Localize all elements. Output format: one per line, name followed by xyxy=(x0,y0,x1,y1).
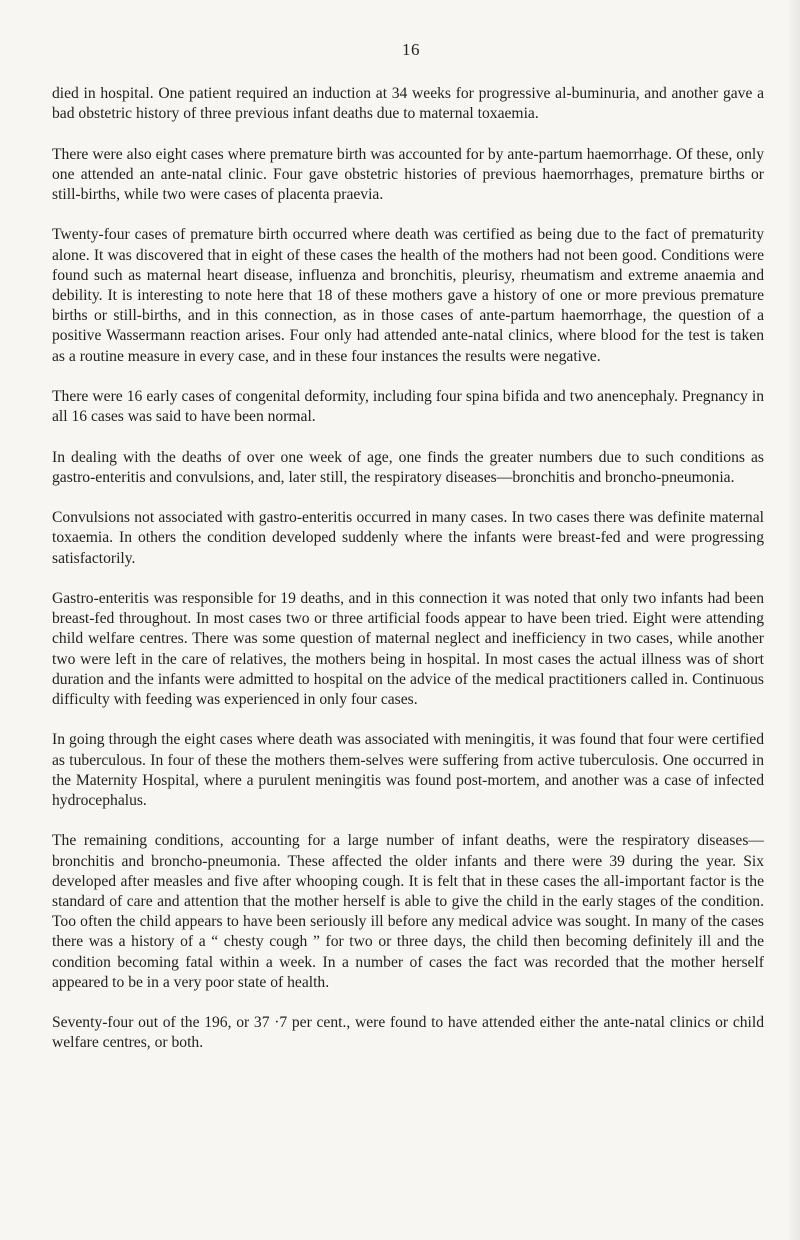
document-page xyxy=(52,0,770,1240)
paragraph: Twenty-four cases of premature birth occurred where death was certified as being due to the fact of prematurity alone. It was discovered that in eight of these cases the health of the mothers had not been good. Conditions were found such as maternal heart disease, influenza and bronchitis, pleurisy, rheumatism and extreme anaemia and debility. It is interesting to note here that 18 of these mothers gave a history of one or more previous premature births or still-births, and in this connection, as in those cases of ante-partum haemorrhage, the question of a positive Wassermann reaction arises. Four only had attended ante-natal clinics, where blood for the test is taken as a routine measure in every case, and in these four instances the results were negative. xyxy=(52,226,764,365)
paragraph: There were also eight cases where premature birth was accounted for by ante-partum haemorrhage. Of these, only one attended an ante-natal clinic. Four gave obstetric histories of previous haemorrhages, premature births or still-births, while two were cases of placenta praevia. xyxy=(52,145,764,203)
paragraph: In dealing with the deaths of over one week of age, one finds the greater numbers due to such conditions as gastro-enteritis and convulsions, and, later still, the respiratory diseases—bronchitis and broncho-pneumonia. xyxy=(52,448,764,486)
paragraph: Seventy-four out of the 196, or 37 ·7 per cent., were found to have attended either the ante-natal clinics or child welfare centres, or both. xyxy=(52,1014,764,1052)
page-number: 16 xyxy=(402,40,420,59)
page-edge-shadow xyxy=(786,0,800,1240)
paragraph: The remaining conditions, accounting for a large number of infant deaths, were the respiratory diseases—bronchitis and broncho-pneumonia. These affected the older infants and there were 39 during the year. Six developed after measles and five after whooping cough. It is felt that in these cases the all-important factor is the standard of care and attention that the mother herself is able to give the child in the early stages of the condition. Too often the child appears to have been seriously ill before any medical advice was sought. In many of the cases there was a history of a “ chesty cough ” for two or three days, the child then becoming definitely ill and the condition becoming fatal within a week. In a number of cases the fact was recorded that the mother herself appeared to be in a very poor state of health. xyxy=(52,832,764,991)
body-text xyxy=(52,84,764,1074)
paragraph: There were 16 early cases of congenital deformity, including four spina bifida and two anencephaly. Pregnancy in all 16 cases was said to have been normal. xyxy=(52,388,764,426)
paragraph: Convulsions not associated with gastro-enteritis occurred in many cases. In two cases there was definite maternal toxaemia. In others the condition developed suddenly where the infants were breast-fed and were progressing satisfactorily. xyxy=(52,509,764,567)
paragraph: died in hospital. One patient required an induction at 34 weeks for progressive al-buminuria, and another gave a bad obstetric history of three previous infant deaths due to maternal toxaemia. xyxy=(52,85,764,123)
paragraph: In going through the eight cases where death was associated with meningitis, it was found that four were certified as tuberculous. In four of these the mothers them-selves were suffering from active tuberculosis. One occurred in the Maternity Hospital, where a purulent meningitis was found post-mortem, and another was a case of infected hydrocephalus. xyxy=(52,731,764,809)
paragraph: Gastro-enteritis was responsible for 19 deaths, and in this connection it was noted that only two infants had been breast-fed throughout. In most cases two or three artificial foods appear to have been tried. Eight were attending child welfare centres. There was some question of maternal neglect and inefficiency in two cases, while another two were left in the care of relatives, the mothers being in hospital. In most cases the actual illness was of short duration and the infants were admitted to hospital on the advice of the medical practitioners called in. Continuous difficulty with feeding was experienced in only four cases. xyxy=(52,589,764,708)
